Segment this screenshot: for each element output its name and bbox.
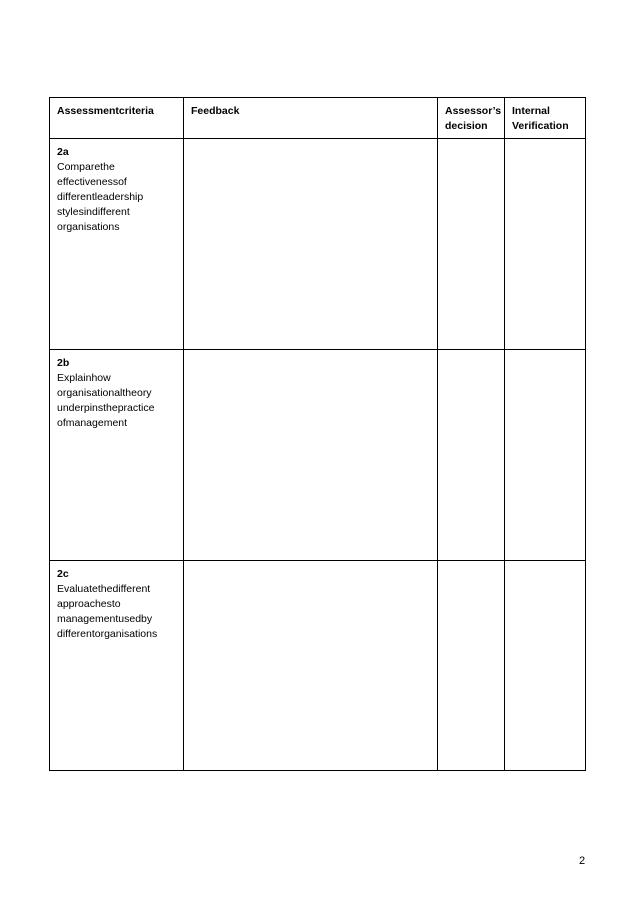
- page-number: 2: [579, 855, 586, 867]
- internal-verification-cell: [505, 139, 586, 350]
- header-internal-verification: Internal Verification: [505, 98, 586, 139]
- table-row: [50, 350, 586, 561]
- feedback-cell: [184, 350, 438, 561]
- table-row: [50, 561, 586, 771]
- criteria-code: 2c: [57, 568, 69, 580]
- criteria-description: Explainhow organisationaltheory underpinsthepractice ofmanagement: [57, 372, 155, 429]
- internal-verification-cell: [505, 350, 586, 561]
- table-row: [50, 139, 586, 350]
- assessor-decision-cell: [438, 139, 505, 350]
- table-header-row: [50, 98, 586, 139]
- internal-verification-cell: [505, 561, 586, 771]
- criteria-cell: [50, 350, 184, 561]
- criteria-code: 2b: [57, 357, 70, 369]
- criteria-description: Comparethe effectivenessof differentleadership stylesindifferent organisations: [57, 161, 144, 233]
- header-assessment-criteria: Assessmentcriteria: [50, 98, 184, 139]
- feedback-cell: [184, 561, 438, 771]
- assessor-decision-cell: [438, 350, 505, 561]
- criteria-cell: [50, 561, 184, 771]
- header-feedback: Feedback: [184, 98, 438, 139]
- assessment-table: [49, 97, 586, 771]
- header-assessors-decision: Assessor’s decision: [438, 98, 505, 139]
- criteria-code: 2a: [57, 146, 69, 158]
- criteria-cell: [50, 139, 184, 350]
- criteria-description: Evaluatethedifferent approachesto managementusedby differentorganisations: [57, 583, 158, 640]
- feedback-cell: [184, 139, 438, 350]
- assessor-decision-cell: [438, 561, 505, 771]
